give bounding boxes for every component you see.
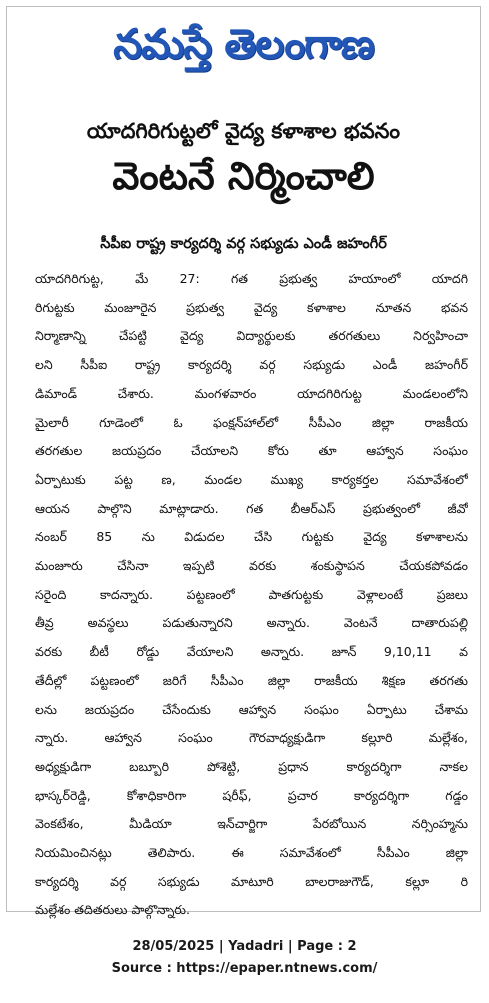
article-line: వెంకటేశం, మీడియా ఇన్‌చార్జిగా పేరబోయిన నర్సింహ్మను: [35, 816, 468, 832]
article-line: రిగుట్టకు మంజూరైన ప్రభుత్వ వైద్య కళాశాల నూతన భవన: [35, 299, 468, 315]
article-line: భాస్కర్‌రెడ్డి, కోశాధికారిగా షరీఫ్, ప్రచార కార్యదర్శిగా గడ్డం: [35, 787, 468, 803]
article-line: సరైంది కాదన్నారు. పట్టణంలో పాతగుట్టకు వెళ్లాలంటే ప్రజలు: [35, 586, 468, 602]
article-line: లను జయప్రదం చేసేందుకు ఆహ్వాన సంఘం ఏర్పాటు చేశామ: [35, 701, 468, 717]
source-link[interactable]: Source : https://epaper.ntnews.com/: [111, 961, 378, 976]
article-line: తేదీల్లో పట్టణంలో జరిగే సీపీఎం జిల్లా రాజకీయ శిక్షణ తరగతు: [35, 672, 468, 688]
article-line: తీవ్ర అవస్థలు పడుతున్నారని అన్నారు. వెంటనే దాతారుపల్లి: [35, 615, 468, 631]
article-body: [35, 265, 468, 925]
article-line: వరకు బీటీ రోడ్డు వేయాలని అన్నారు. జూన్ 9,10,11 వ: [35, 644, 468, 660]
article-line: నంబర్ 85 ను విడుదల చేసి గుట్టకు వైద్య కళాశాలను: [35, 529, 468, 545]
article-line: మంజూరు చేసినా ఇప్పటి వరకు శంకుస్థాపన చేయకపోవడం: [35, 558, 468, 574]
article-line: మల్లేశం తదితరులు పాల్గొన్నారు.: [35, 902, 190, 918]
article-line: తరగతుల జయప్రదం చేయాలని కోరు తూ ఆహ్వాన సంఘం: [35, 443, 468, 459]
clipping-footer: [0, 936, 489, 980]
newspaper-masthead: నమస్తే తెలంగాణ: [113, 20, 374, 68]
article-headline: వెంటనే నిర్మించాలి: [112, 154, 375, 198]
article-line: డిమాండ్ చేశారు. మంగళవారం యాదగిరిగుట్ట మండలంలోని: [35, 385, 468, 401]
article-line: మైలారీ గూడెంలో ఓ ఫంక్షన్‌హాల్‌లో సీపీఎం జిల్లా రాజకీయ: [35, 414, 468, 430]
article-line: నిర్మాణాన్ని చేపట్టి వైద్య విద్యార్థులకు తరగతులు నిర్వహించా: [35, 328, 468, 344]
article-kicker: యాదగిరిగుట్టలో వైద్య కళాశాల భవనం: [86, 119, 401, 143]
article-line: అధ్యక్షుడిగా బబ్బూరి పోశెట్టి, ప్రధాన కార్యదర్శిగా నాకల: [35, 758, 468, 774]
article-line: ఏర్పాటుకు పట్ట ణ, మండల ముఖ్య కార్యకర్తల సమావేశంలో: [35, 471, 468, 487]
article-line: లని సీపీఐ రాష్ట్ర కార్యదర్శి వర్గ సభ్యుడు ఎండీ జహంగీర్: [35, 357, 468, 373]
article-byline: సీపీఐ రాష్ట్ర కార్యదర్శి వర్గ సభ్యుడు ఎండీ జహంగీర్: [100, 236, 387, 252]
article-clipping: [6, 6, 481, 918]
article-line: నియమించినట్లు తెలిపారు. ఈ సమావేశంలో సీపీఎం జిల్లా: [35, 845, 468, 861]
article-line: యాదగిరిగుట్ట, మే 27: గత ప్రభుత్వ హయాంలో యాదగి: [35, 271, 468, 286]
article-line: న్నారు. ఆహ్వాన సంఘం గౌరవాధ్యక్షుడిగా కల్లూరి మల్లేశం,: [35, 730, 468, 746]
article-line: ఆయన పాల్గొని మాట్లాడారు. గత బీఆర్‌ఎస్ ప్రభుత్వంలో జీవో: [35, 500, 468, 516]
dateline: 28/05/2025 | Yadadri | Page : 2: [132, 939, 357, 954]
article-line: కార్యదర్శి వర్గ సభ్యుడు మాటూరి బాలరాజుగౌడ్, కల్లూ రి: [35, 873, 468, 889]
